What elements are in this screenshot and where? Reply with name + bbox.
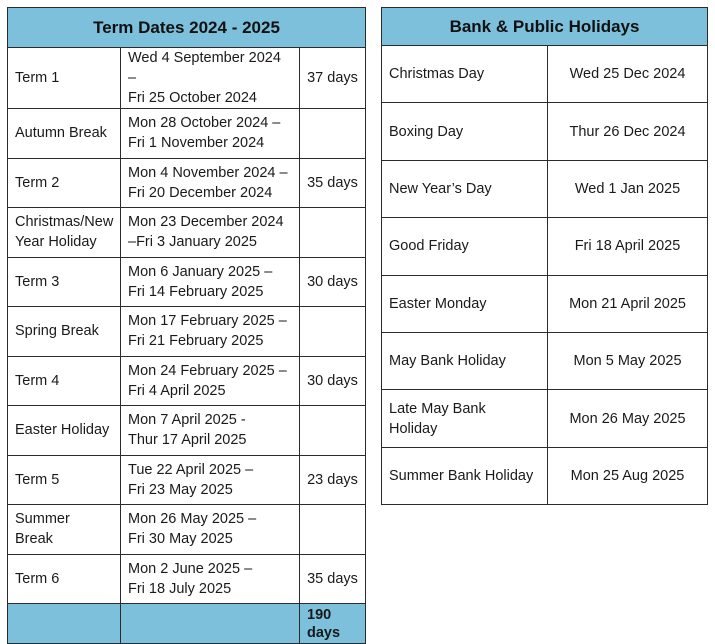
table-row bbox=[8, 505, 366, 555]
period-dates-start: Mon 23 December 2024 bbox=[128, 214, 284, 231]
period-dates bbox=[121, 356, 300, 406]
table-row bbox=[8, 109, 366, 159]
period-name: Term 2 bbox=[8, 158, 121, 208]
period-days: 30 days bbox=[300, 356, 366, 406]
holiday-name: New Year’s Day bbox=[382, 160, 548, 217]
holiday-date: Wed 25 Dec 2024 bbox=[548, 46, 708, 103]
table-row bbox=[8, 257, 366, 307]
period-dates-start: Mon 28 October 2024 – bbox=[128, 115, 281, 132]
period-dates-end: –Fri 3 January 2025 bbox=[128, 234, 257, 251]
table-row bbox=[382, 160, 708, 217]
period-name: Spring Break bbox=[8, 307, 121, 357]
period-dates-start: Mon 24 February 2025 – bbox=[128, 362, 287, 379]
period-name: Term 5 bbox=[8, 455, 121, 505]
period-dates-start: Mon 4 November 2024 – bbox=[128, 164, 288, 181]
total-days bbox=[300, 604, 366, 644]
table-row bbox=[8, 158, 366, 208]
period-days bbox=[300, 208, 366, 258]
period-name-line: Break bbox=[15, 531, 53, 548]
period-dates-end: Fri 1 November 2024 bbox=[128, 135, 265, 152]
total-days-unit: days bbox=[307, 624, 341, 641]
table-row bbox=[382, 332, 708, 389]
period-name-line: Christmas/New bbox=[15, 214, 114, 231]
holiday-date: Thur 26 Dec 2024 bbox=[548, 103, 708, 160]
period-dates bbox=[121, 554, 300, 604]
period-dates bbox=[121, 208, 300, 258]
period-dates-end: Fri 14 February 2025 bbox=[128, 283, 264, 300]
period-dates bbox=[121, 455, 300, 505]
holiday-name bbox=[382, 390, 548, 447]
total-empty-cell bbox=[121, 604, 300, 644]
period-name: Easter Holiday bbox=[8, 406, 121, 456]
period-dates-start: Tue 22 April 2025 – bbox=[128, 461, 254, 478]
period-days: 35 days bbox=[300, 158, 366, 208]
total-row bbox=[8, 604, 366, 644]
holiday-date: Wed 1 Jan 2025 bbox=[548, 160, 708, 217]
table-row bbox=[382, 46, 708, 103]
table-row bbox=[8, 406, 366, 456]
period-dates-end: Fri 21 February 2025 bbox=[128, 333, 264, 350]
term-dates-title: Term Dates 2024 - 2025 bbox=[8, 8, 366, 48]
table-row bbox=[382, 103, 708, 160]
period-dates-end: Fri 23 May 2025 bbox=[128, 481, 233, 498]
holiday-date: Mon 21 April 2025 bbox=[548, 275, 708, 332]
period-name-line: Year Holiday bbox=[15, 234, 97, 251]
period-name: Autumn Break bbox=[8, 109, 121, 159]
table-row bbox=[8, 307, 366, 357]
table-row bbox=[8, 356, 366, 406]
holiday-name-line: Holiday bbox=[389, 420, 438, 437]
period-dates-end: Fri 30 May 2025 bbox=[128, 531, 233, 548]
holiday-name: Boxing Day bbox=[382, 103, 548, 160]
table-row bbox=[382, 390, 708, 447]
period-dates bbox=[121, 307, 300, 357]
bank-holidays-header-row bbox=[382, 8, 708, 46]
table-row bbox=[382, 218, 708, 275]
table-row bbox=[8, 554, 366, 604]
table-row bbox=[8, 208, 366, 258]
period-name: Term 6 bbox=[8, 554, 121, 604]
period-days bbox=[300, 307, 366, 357]
period-days: 35 days bbox=[300, 554, 366, 604]
period-dates-start: Mon 26 May 2025 – bbox=[128, 511, 257, 528]
total-empty-cell bbox=[8, 604, 121, 644]
period-name: Term 4 bbox=[8, 356, 121, 406]
period-days: 37 days bbox=[300, 48, 366, 109]
period-dates bbox=[121, 505, 300, 555]
term-dates-table bbox=[7, 7, 366, 644]
period-days: 23 days bbox=[300, 455, 366, 505]
holiday-name-line: Late May Bank bbox=[389, 400, 486, 417]
period-dates-end: Fri 18 July 2025 bbox=[128, 580, 232, 597]
holiday-name: Summer Bank Holiday bbox=[382, 447, 548, 504]
period-name-line: Summer bbox=[15, 511, 70, 528]
period-dates bbox=[121, 48, 300, 109]
period-dates bbox=[121, 257, 300, 307]
table-row bbox=[8, 48, 366, 109]
holiday-date: Mon 5 May 2025 bbox=[548, 332, 708, 389]
period-dates-end: Thur 17 April 2025 bbox=[128, 432, 247, 449]
period-days: 30 days bbox=[300, 257, 366, 307]
holiday-date: Mon 25 Aug 2025 bbox=[548, 447, 708, 504]
period-dates-start: Mon 17 February 2025 – bbox=[128, 313, 287, 330]
holiday-date: Fri 18 April 2025 bbox=[548, 218, 708, 275]
bank-holidays-table bbox=[381, 7, 708, 505]
period-dates-end: Fri 20 December 2024 bbox=[128, 184, 273, 201]
period-name bbox=[8, 208, 121, 258]
period-name bbox=[8, 505, 121, 555]
period-days bbox=[300, 505, 366, 555]
holiday-name: Good Friday bbox=[382, 218, 548, 275]
holiday-name: Christmas Day bbox=[382, 46, 548, 103]
total-days-number: 190 bbox=[307, 606, 332, 623]
term-dates-header-row bbox=[8, 8, 366, 48]
holiday-date: Mon 26 May 2025 bbox=[548, 390, 708, 447]
period-name: Term 3 bbox=[8, 257, 121, 307]
bank-holidays-title: Bank & Public Holidays bbox=[382, 8, 708, 46]
holiday-name: Easter Monday bbox=[382, 275, 548, 332]
holiday-name: May Bank Holiday bbox=[382, 332, 548, 389]
table-row bbox=[382, 275, 708, 332]
period-days bbox=[300, 406, 366, 456]
table-row bbox=[8, 455, 366, 505]
period-dates bbox=[121, 406, 300, 456]
period-dates bbox=[121, 109, 300, 159]
period-name: Term 1 bbox=[8, 48, 121, 109]
table-row bbox=[382, 447, 708, 504]
period-days bbox=[300, 109, 366, 159]
period-dates-start: Mon 6 January 2025 – bbox=[128, 263, 273, 280]
period-dates bbox=[121, 158, 300, 208]
period-dates-start: Mon 2 June 2025 – bbox=[128, 560, 253, 577]
period-dates-end: Fri 25 October 2024 bbox=[128, 90, 257, 106]
period-dates-start: Mon 7 April 2025 - bbox=[128, 412, 246, 429]
period-dates-end: Fri 4 April 2025 bbox=[128, 382, 226, 399]
period-dates-start: Wed 4 September 2024 – bbox=[128, 50, 281, 86]
